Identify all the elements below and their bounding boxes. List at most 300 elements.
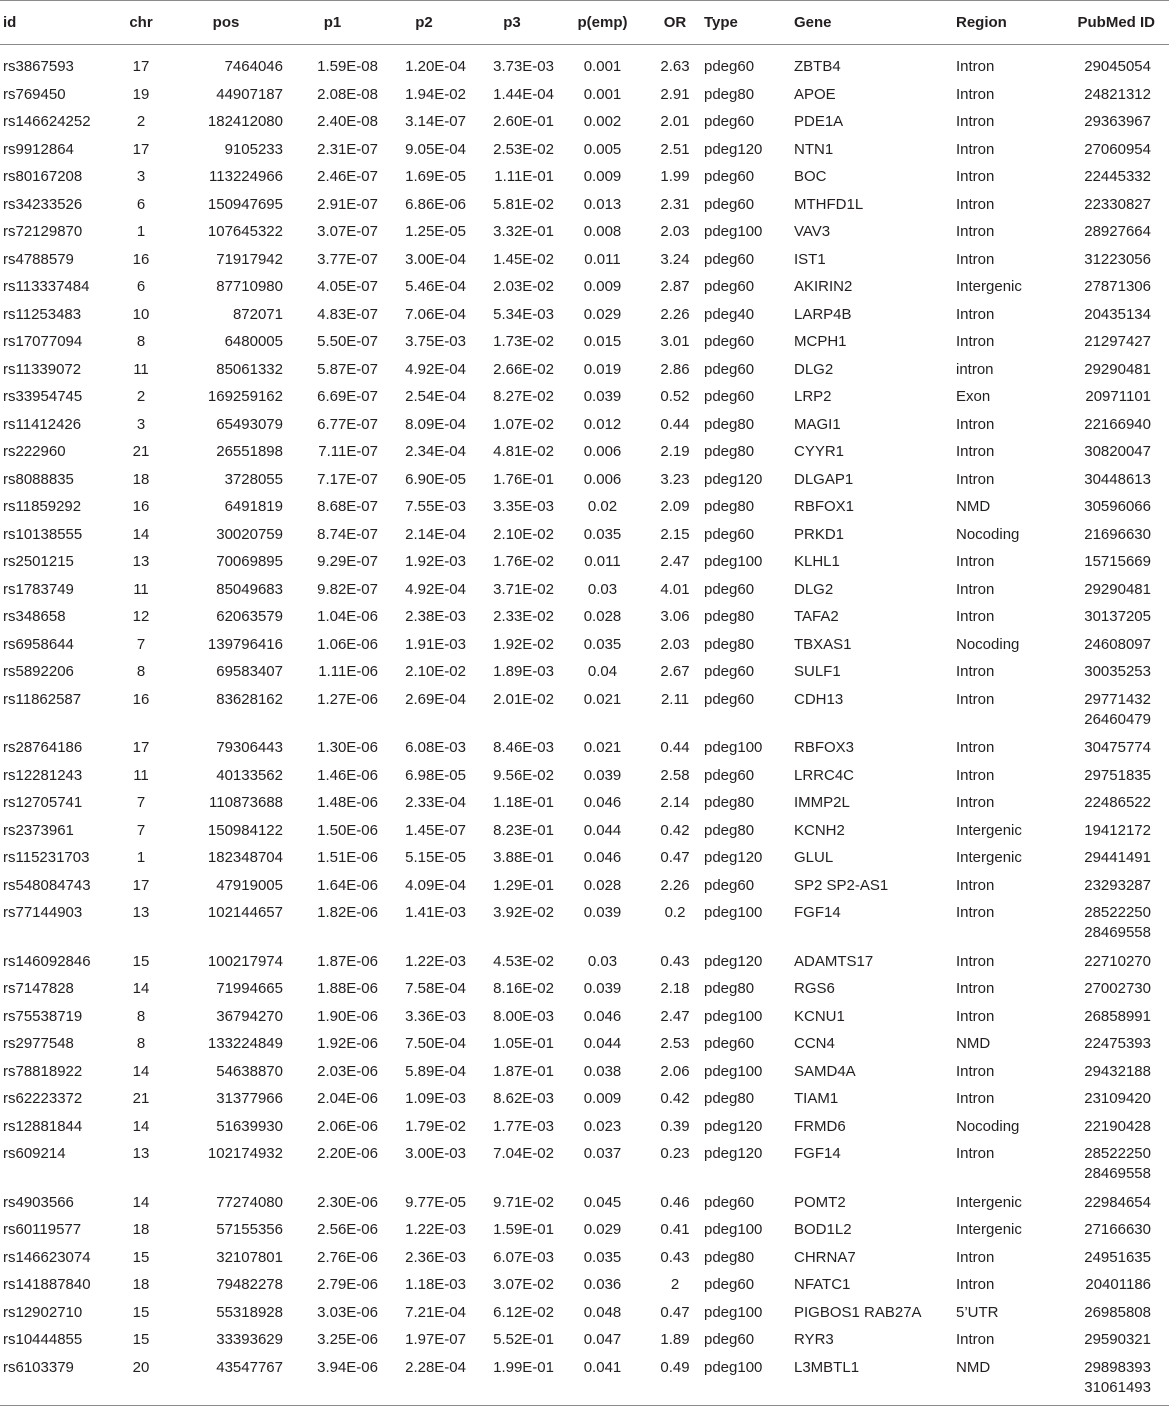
cell-chr: 13 bbox=[132, 904, 150, 921]
cell-p3: 5.52E-01 bbox=[493, 1331, 554, 1348]
cell-pubmed bbox=[1066, 1031, 1169, 1059]
col-header-type: Type bbox=[701, 1, 791, 45]
cell-id: rs11339072 bbox=[3, 360, 82, 378]
cell-p2: 2.36E-03 bbox=[405, 1248, 466, 1266]
cell-p1: 2.46E-07 bbox=[317, 168, 378, 185]
cell-chr: 2 bbox=[136, 113, 146, 130]
cell-p2: 4.92E-04 bbox=[405, 580, 466, 598]
cell-pubmed bbox=[1066, 219, 1169, 247]
cell-region: Intron bbox=[956, 415, 995, 433]
cell-p3: 5.81E-02 bbox=[493, 195, 554, 213]
table-row bbox=[0, 1004, 1169, 1032]
cell-p1: 3.03E-06 bbox=[317, 1303, 378, 1321]
cell-p2: 3.00E-04 bbox=[405, 250, 466, 268]
cell-region: NMD bbox=[956, 498, 991, 515]
cell-pubmed bbox=[1066, 357, 1169, 385]
cell-id: rs8088835 bbox=[3, 470, 74, 488]
cell-region: Intron bbox=[956, 1276, 995, 1293]
pubmed-id: 23293287 bbox=[1084, 876, 1151, 894]
cell-p3: 3.73E-03 bbox=[493, 58, 554, 75]
cell-gene: CYYR1 bbox=[794, 443, 845, 460]
cell-p3: 1.77E-03 bbox=[493, 1117, 554, 1135]
cell-type: pdeg80 bbox=[704, 635, 755, 653]
cell-chr: 10 bbox=[132, 305, 150, 323]
cell-p1: 1.90E-06 bbox=[317, 1007, 378, 1025]
cell-gene: DLGAP1 bbox=[794, 470, 854, 488]
cell-p2: 2.28E-04 bbox=[380, 1355, 468, 1406]
cell-p3: 4.53E-02 bbox=[493, 952, 554, 970]
cell-p1: 2.40E-08 bbox=[317, 113, 378, 130]
cell-region: Intron bbox=[956, 739, 995, 756]
cell-p1: 7.11E-07 bbox=[318, 443, 378, 460]
cell-or: 3.23 bbox=[660, 470, 690, 488]
pubmed-id: 30596066 bbox=[1084, 498, 1151, 515]
cell-p3: 1.11E-01 bbox=[494, 168, 554, 185]
col-header-p3: p3 bbox=[468, 1, 556, 45]
cell-pemp: 0.011 bbox=[584, 553, 621, 570]
cell-type: pdeg80 bbox=[704, 821, 755, 839]
cell-pos: 100217974 bbox=[207, 952, 283, 970]
table-row bbox=[0, 577, 1169, 605]
pubmed-id: 30475774 bbox=[1084, 739, 1151, 756]
cell-id: rs548084743 bbox=[3, 876, 91, 894]
cell-chr: 17 bbox=[132, 58, 150, 75]
cell-type: pdeg60 bbox=[704, 388, 755, 405]
cell-pemp: 0.001 bbox=[583, 85, 622, 103]
pubmed-id: 27002730 bbox=[1084, 980, 1151, 997]
cell-type: pdeg60 bbox=[704, 766, 755, 784]
cell-pemp: 0.023 bbox=[583, 1117, 622, 1135]
table-row bbox=[0, 1245, 1169, 1273]
cell-pubmed bbox=[1066, 247, 1169, 275]
cell-or: 2.19 bbox=[660, 443, 690, 460]
cell-pos: 872071 bbox=[232, 305, 283, 323]
cell-p2: 7.55E-03 bbox=[405, 498, 466, 515]
cell-region: Intron bbox=[956, 58, 995, 75]
cell-id: rs141887840 bbox=[3, 1276, 91, 1293]
cell-chr: 16 bbox=[132, 250, 150, 268]
table-row bbox=[0, 632, 1169, 660]
table-row bbox=[0, 247, 1169, 275]
cell-type: pdeg100 bbox=[704, 739, 763, 756]
cell-pubmed bbox=[1066, 577, 1169, 605]
cell-type: pdeg120 bbox=[704, 1145, 763, 1162]
table-row bbox=[0, 735, 1169, 763]
pubmed-id: 22710270 bbox=[1084, 952, 1151, 970]
cell-p2: 1.18E-03 bbox=[405, 1276, 466, 1293]
cell-or: 1.89 bbox=[660, 1331, 690, 1348]
cell-type: pdeg100 bbox=[704, 904, 763, 921]
cell-p3: 2.10E-02 bbox=[493, 525, 554, 543]
cell-region: Intron bbox=[956, 608, 995, 625]
cell-type: pdeg60 bbox=[704, 168, 755, 185]
pubmed-id: 29590321 bbox=[1084, 1331, 1151, 1348]
cell-chr: 15 bbox=[132, 1303, 150, 1321]
cell-pubmed bbox=[1066, 845, 1169, 873]
cell-region: Intron bbox=[956, 1090, 995, 1107]
cell-or: 0.42 bbox=[660, 1090, 690, 1107]
col-header-region: Region bbox=[953, 1, 1066, 45]
cell-p2: 1.20E-04 bbox=[405, 58, 466, 75]
cell-region: Intron bbox=[956, 553, 995, 570]
pubmed-id: 27166630 bbox=[1084, 1221, 1151, 1238]
cell-type: pdeg120 bbox=[704, 470, 763, 488]
cell-type: pdeg60 bbox=[704, 525, 755, 543]
pubmed-id: 21696630 bbox=[1084, 525, 1151, 543]
cell-pubmed bbox=[1066, 659, 1169, 687]
cell-region: Intron bbox=[956, 140, 995, 158]
pubmed-id: 31223056 bbox=[1084, 250, 1151, 268]
cell-p1: 1.04E-06 bbox=[317, 608, 378, 625]
cell-pemp: 0.009 bbox=[583, 1090, 622, 1107]
cell-p2: 8.09E-04 bbox=[405, 415, 466, 433]
cell-pubmed bbox=[1066, 1327, 1169, 1355]
cell-id: rs17077094 bbox=[3, 333, 83, 350]
cell-type: pdeg80 bbox=[704, 415, 755, 433]
cell-gene: PDE1A bbox=[794, 113, 844, 130]
cell-p2: 2.34E-04 bbox=[405, 443, 466, 460]
cell-p2: 1.92E-03 bbox=[405, 553, 466, 570]
cell-type: pdeg60 bbox=[704, 580, 755, 598]
cell-p1: 1.92E-06 bbox=[317, 1035, 378, 1052]
cell-type: pdeg120 bbox=[704, 140, 763, 158]
cell-or: 2.63 bbox=[660, 58, 690, 75]
table-row bbox=[0, 494, 1169, 522]
cell-gene: RYR3 bbox=[794, 1331, 834, 1348]
cell-p1: 7.17E-07 bbox=[317, 470, 378, 488]
cell-or: 0.47 bbox=[660, 849, 690, 866]
cell-pubmed bbox=[1066, 687, 1169, 736]
cell-pubmed bbox=[1066, 1059, 1169, 1087]
cell-pubmed bbox=[1066, 1245, 1169, 1273]
cell-pos: 65493079 bbox=[216, 415, 283, 433]
cell-pemp: 0.04 bbox=[587, 663, 618, 680]
cell-p1: 5.50E-07 bbox=[317, 333, 378, 350]
cell-or: 2.03 bbox=[660, 635, 690, 653]
cell-p1: 2.04E-06 bbox=[317, 1090, 378, 1107]
cell-gene: PIGBOS1 RAB27A bbox=[794, 1303, 922, 1321]
cell-gene: NFATC1 bbox=[794, 1276, 851, 1293]
cell-pemp: 0.035 bbox=[583, 635, 622, 653]
cell-pemp: 0.009 bbox=[583, 168, 622, 185]
cell-p2: 2.33E-04 bbox=[405, 794, 466, 811]
cell-id: rs77144903 bbox=[3, 904, 83, 921]
cell-or: 2.31 bbox=[660, 195, 690, 213]
cell-or: 2 bbox=[670, 1276, 680, 1293]
cell-pemp: 0.044 bbox=[583, 821, 622, 839]
table-row bbox=[0, 1114, 1169, 1142]
cell-chr: 7 bbox=[136, 821, 146, 839]
cell-p3: 1.87E-01 bbox=[493, 1062, 554, 1080]
cell-p1: 6.69E-07 bbox=[317, 388, 378, 405]
cell-type: pdeg100 bbox=[704, 1221, 763, 1238]
pubmed-id: 29441491 bbox=[1084, 849, 1151, 866]
pubmed-id: 22166940 bbox=[1084, 415, 1151, 433]
cell-pos: 70069895 bbox=[216, 553, 283, 570]
cell-region: Intron bbox=[956, 580, 995, 598]
table-row bbox=[0, 1086, 1169, 1114]
cell-chr: 14 bbox=[132, 1117, 150, 1135]
cell-id: rs6103379 bbox=[0, 1355, 115, 1406]
cell-pubmed bbox=[1066, 818, 1169, 846]
table-row bbox=[0, 949, 1169, 977]
cell-region: Intron bbox=[956, 85, 995, 103]
cell-chr: 8 bbox=[136, 1007, 146, 1025]
cell-pos: 87710980 bbox=[216, 278, 283, 295]
cell-chr: 15 bbox=[132, 952, 150, 970]
pubmed-id: 30035253 bbox=[1084, 663, 1151, 680]
cell-p1: 6.77E-07 bbox=[317, 415, 378, 433]
cell-p2: 1.91E-03 bbox=[405, 635, 466, 653]
cell-id: rs60119577 bbox=[3, 1221, 82, 1238]
cell-p2: 1.22E-03 bbox=[405, 952, 466, 970]
table-row bbox=[0, 109, 1169, 137]
cell-p1: 1.64E-06 bbox=[317, 876, 378, 894]
cell-p1: 2.76E-06 bbox=[317, 1248, 378, 1266]
cell-gene: ADAMTS17 bbox=[794, 952, 874, 970]
cell-pubmed bbox=[1066, 494, 1169, 522]
cell-id: rs33954745 bbox=[3, 388, 83, 405]
cell-pos: 33393629 bbox=[216, 1331, 283, 1348]
cell-id: rs78818922 bbox=[3, 1062, 83, 1080]
cell-p3: 1.76E-02 bbox=[493, 553, 554, 570]
table-row bbox=[0, 439, 1169, 467]
cell-id: rs115231703 bbox=[3, 849, 90, 866]
cell-p3: 3.88E-01 bbox=[493, 849, 554, 866]
cell-pubmed bbox=[1066, 632, 1169, 660]
pubmed-id: 20435134 bbox=[1084, 305, 1151, 323]
col-header-chr: chr bbox=[115, 1, 167, 45]
cell-pemp: 0.011 bbox=[584, 250, 621, 268]
table-row bbox=[0, 302, 1169, 330]
cell-gene: CDH13 bbox=[794, 690, 844, 708]
cell-id: rs9912864 bbox=[3, 140, 74, 158]
cell-region: Intergenic bbox=[956, 1221, 1022, 1238]
cell-p3: 8.16E-02 bbox=[493, 980, 554, 997]
cell-id: rs11253483 bbox=[3, 305, 82, 323]
cell-p2: 3.00E-03 bbox=[405, 1145, 466, 1162]
cell-or: 2.15 bbox=[660, 525, 690, 543]
cell-pos: 71994665 bbox=[216, 980, 283, 997]
cell-p2: 7.21E-04 bbox=[405, 1303, 466, 1321]
cell-region: Intron bbox=[956, 663, 995, 680]
cell-region: Intron bbox=[956, 113, 995, 130]
cell-chr: 8 bbox=[136, 663, 146, 680]
cell-pubmed bbox=[1066, 467, 1169, 495]
cell-type: pdeg120 bbox=[704, 952, 763, 970]
cell-p2: 3.75E-03 bbox=[405, 333, 466, 350]
cell-gene: SAMD4A bbox=[794, 1062, 856, 1080]
pubmed-id: 29363967 bbox=[1084, 113, 1151, 130]
cell-pubmed bbox=[1066, 522, 1169, 550]
cell-chr: 8 bbox=[136, 1035, 146, 1052]
cell-or: 2.03 bbox=[660, 223, 690, 240]
cell-pos: 55318928 bbox=[216, 1303, 283, 1321]
pubmed-id: 24951635 bbox=[1084, 1248, 1151, 1266]
cell-p2: 6.08E-03 bbox=[405, 739, 466, 756]
cell-p2: 5.15E-05 bbox=[405, 849, 466, 866]
cell-pubmed bbox=[1066, 1004, 1169, 1032]
cell-p3: 4.81E-02 bbox=[493, 443, 554, 460]
cell-region: Nocoding bbox=[956, 525, 1020, 543]
cell-pos: 107645322 bbox=[207, 223, 283, 240]
cell-id: rs11412426 bbox=[3, 415, 82, 433]
cell-gene: TBXAS1 bbox=[794, 635, 852, 653]
cell-p3: 1.89E-03 bbox=[493, 663, 554, 680]
cell-p2: 1.22E-03 bbox=[405, 1221, 466, 1238]
cell-p1: 4.83E-07 bbox=[317, 305, 378, 323]
cell-gene: DLG2 bbox=[794, 360, 834, 378]
cell-p3: 3.32E-01 bbox=[493, 223, 554, 240]
col-header-gene: Gene bbox=[791, 1, 953, 45]
cell-p2: 1.94E-02 bbox=[405, 85, 466, 103]
cell-type: pdeg100 bbox=[704, 1062, 763, 1080]
cell-id: rs3867593 bbox=[3, 58, 74, 75]
cell-region: Intron bbox=[956, 250, 995, 268]
table-row bbox=[0, 219, 1169, 247]
cell-p3: 1.45E-02 bbox=[493, 250, 554, 268]
cell-type: pdeg80 bbox=[704, 794, 755, 811]
cell-gene: SP2 SP2-AS1 bbox=[794, 876, 889, 894]
cell-id: rs10138555 bbox=[3, 525, 83, 543]
cell-pos: 40133562 bbox=[216, 766, 283, 784]
header-row bbox=[0, 1, 1169, 45]
table-row bbox=[0, 45, 1169, 82]
pubmed-id: 26858991 bbox=[1084, 1007, 1151, 1025]
cell-type: pdeg100 bbox=[701, 1355, 791, 1406]
cell-gene: TIAM1 bbox=[794, 1090, 839, 1107]
cell-or: 0.42 bbox=[660, 821, 690, 839]
pubmed-id: 30137205 bbox=[1084, 608, 1151, 625]
cell-region: Exon bbox=[956, 388, 991, 405]
cell-p3: 1.05E-01 bbox=[493, 1035, 554, 1052]
cell-pos: 7464046 bbox=[224, 58, 283, 75]
cell-type: pdeg60 bbox=[704, 250, 755, 268]
cell-chr: 6 bbox=[136, 278, 146, 295]
cell-pos: 133224849 bbox=[207, 1035, 283, 1052]
cell-gene: MCPH1 bbox=[794, 333, 847, 350]
cell-p1: 5.87E-07 bbox=[317, 360, 378, 378]
col-header-pos: pos bbox=[167, 1, 285, 45]
cell-gene: TAFA2 bbox=[794, 608, 839, 625]
cell-pubmed bbox=[1066, 790, 1169, 818]
cell-pubmed bbox=[1066, 192, 1169, 220]
pubmed-id: 28522250 bbox=[1084, 904, 1151, 921]
cell-or: 2.06 bbox=[660, 1062, 690, 1080]
cell-pemp: 0.035 bbox=[583, 1248, 622, 1266]
cell-pubmed bbox=[1066, 45, 1169, 82]
cell-chr: 18 bbox=[132, 1221, 150, 1238]
cell-chr: 3 bbox=[136, 415, 146, 433]
cell-p1: 2.03E-06 bbox=[317, 1062, 378, 1080]
cell-pubmed bbox=[1066, 949, 1169, 977]
cell-p3: 3.71E-02 bbox=[493, 580, 554, 598]
cell-p2: 5.89E-04 bbox=[405, 1062, 466, 1080]
cell-pos: 110873688 bbox=[209, 794, 283, 811]
cell-pemp: 0.006 bbox=[583, 443, 622, 460]
cell-p3: 1.44E-04 bbox=[493, 85, 554, 103]
cell-id: rs1783749 bbox=[3, 580, 74, 598]
cell-type: pdeg80 bbox=[704, 1248, 755, 1266]
cell-p1: 1.46E-06 bbox=[317, 766, 378, 784]
cell-or: 2.67 bbox=[660, 663, 690, 680]
cell-chr: 14 bbox=[132, 1062, 150, 1080]
table-row bbox=[0, 384, 1169, 412]
cell-p3: 1.59E-01 bbox=[493, 1221, 554, 1238]
cell-pos: 150984122 bbox=[207, 821, 283, 839]
cell-p3: 1.99E-01 bbox=[468, 1355, 556, 1406]
cell-p3: 5.34E-03 bbox=[493, 305, 554, 323]
cell-chr: 21 bbox=[132, 1090, 150, 1107]
cell-p3: 3.92E-02 bbox=[493, 904, 554, 921]
cell-p2: 1.09E-03 bbox=[405, 1090, 466, 1107]
cell-type: pdeg100 bbox=[704, 1007, 763, 1025]
cell-gene: KCNU1 bbox=[794, 1007, 845, 1025]
cell-or: 0.41 bbox=[660, 1221, 690, 1238]
cell-id: rs7147828 bbox=[3, 980, 74, 997]
cell-pos: 44907187 bbox=[216, 85, 283, 103]
table-row bbox=[0, 192, 1169, 220]
cell-id: rs28764186 bbox=[3, 739, 83, 756]
pubmed-id: 29432188 bbox=[1084, 1062, 1151, 1080]
cell-type: pdeg120 bbox=[704, 849, 763, 866]
cell-pos: 43547767 bbox=[167, 1355, 285, 1406]
cell-type: pdeg60 bbox=[704, 113, 755, 130]
cell-pos: 150947695 bbox=[207, 195, 283, 213]
table-body bbox=[0, 45, 1169, 1406]
table-row bbox=[0, 659, 1169, 687]
cell-p1: 2.06E-06 bbox=[317, 1117, 378, 1135]
cell-pubmed bbox=[1066, 384, 1169, 412]
cell-gene: RBFOX1 bbox=[794, 498, 855, 515]
cell-p1: 1.50E-06 bbox=[317, 821, 378, 839]
cell-pos: 30020759 bbox=[216, 525, 283, 543]
cell-p2: 2.14E-04 bbox=[405, 525, 466, 543]
cell-p1: 1.88E-06 bbox=[317, 980, 378, 997]
pubmed-id: 22486522 bbox=[1084, 794, 1151, 811]
table-row bbox=[0, 467, 1169, 495]
cell-or: 2.01 bbox=[660, 113, 690, 130]
cell-region: Intron bbox=[956, 168, 995, 185]
cell-pemp: 0.029 bbox=[583, 1221, 622, 1238]
cell-gene: MTHFD1L bbox=[794, 195, 864, 213]
col-header-or: OR bbox=[649, 1, 701, 45]
cell-p1: 2.79E-06 bbox=[317, 1276, 378, 1293]
cell-p1: 9.29E-07 bbox=[317, 553, 378, 570]
cell-or: 2.91 bbox=[660, 85, 690, 103]
cell-gene: BOD1L2 bbox=[794, 1221, 852, 1238]
cell-pos: 85049683 bbox=[216, 580, 283, 598]
cell-pubmed bbox=[1066, 137, 1169, 165]
cell-pos: 47919005 bbox=[216, 876, 283, 894]
cell-id: rs146624252 bbox=[3, 113, 91, 130]
cell-type: pdeg60 bbox=[704, 333, 755, 350]
table-row bbox=[0, 82, 1169, 110]
table-row bbox=[0, 1300, 1169, 1328]
cell-p2: 7.58E-04 bbox=[405, 980, 466, 997]
cell-gene: DLG2 bbox=[794, 580, 834, 598]
cell-pemp: 0.012 bbox=[583, 415, 622, 433]
cell-type: pdeg80 bbox=[704, 1090, 755, 1107]
cell-pemp: 0.015 bbox=[583, 333, 622, 350]
cell-or: 2.58 bbox=[660, 766, 690, 784]
pubmed-id: 20971101 bbox=[1085, 388, 1151, 405]
cell-region: NMD bbox=[956, 1035, 991, 1052]
pubmed-id: 20401186 bbox=[1085, 1276, 1151, 1293]
cell-gene: RBFOX3 bbox=[794, 739, 855, 756]
cell-pemp: 0.044 bbox=[583, 1035, 622, 1052]
cell-p3: 8.62E-03 bbox=[493, 1090, 554, 1107]
